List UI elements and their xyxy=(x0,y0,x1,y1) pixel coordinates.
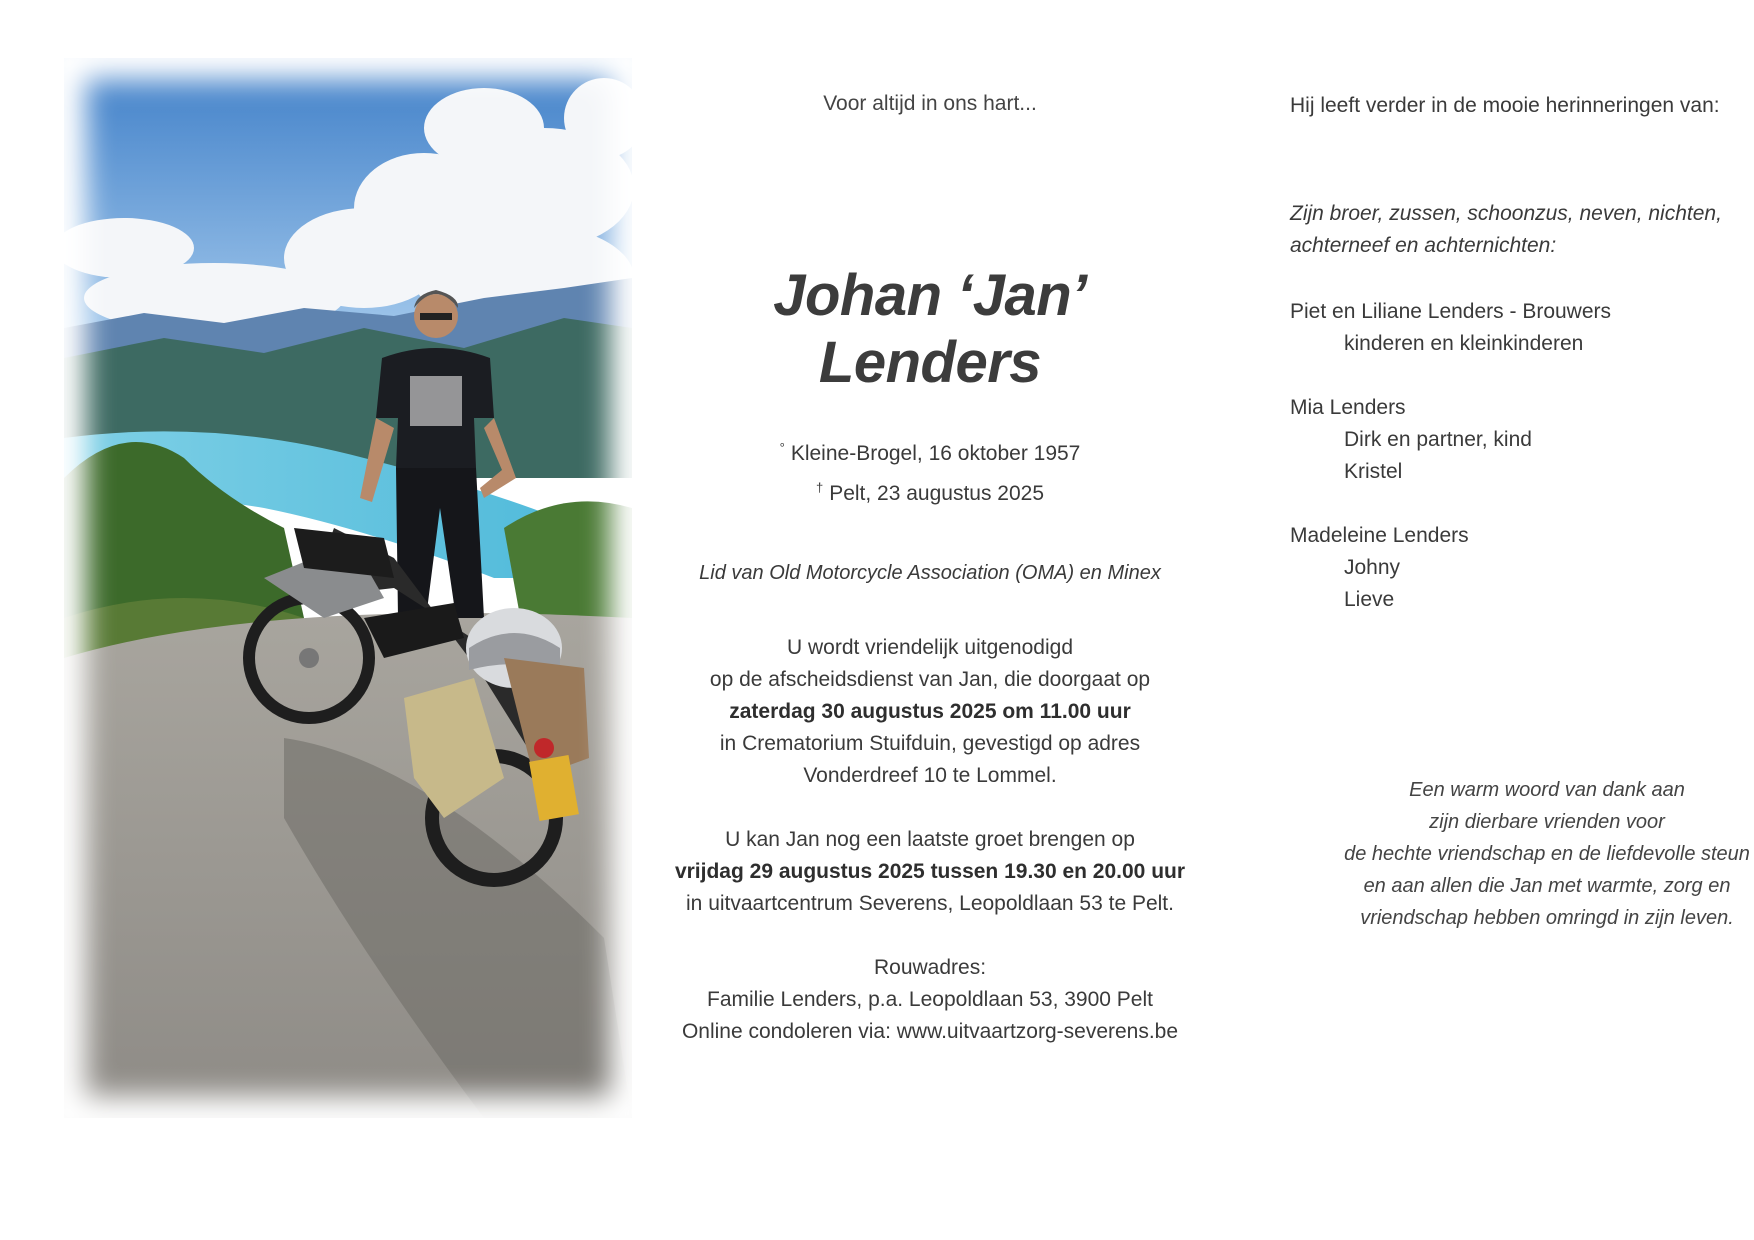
condolence-link[interactable]: Online condoleren via: www.uitvaartzorg-severens.be xyxy=(681,1020,1179,1043)
visit-line: in uitvaartcentrum Severens, Leopoldlaan 53 te Pelt. xyxy=(686,892,1174,915)
invitation-line: U wordt vriendelijk uitgenodigd xyxy=(787,636,1073,659)
visit-datetime: vrijdag 29 augustus 2025 tussen 19.30 en 20.00 uur xyxy=(674,860,1186,883)
portrait-photo xyxy=(64,58,632,1118)
family-member: Dirk en partner, kind xyxy=(1344,428,1532,451)
ceremony-datetime: zaterdag 30 augustus 2025 om 11.00 uur xyxy=(729,700,1131,723)
relations-line: Zijn broer, zussen, schoonzus, neven, nichten, xyxy=(1290,202,1722,225)
thanks-line: de hechte vriendschap en de liefdevolle steun xyxy=(1344,843,1750,865)
motorcycle-photo-illustration xyxy=(64,58,632,1118)
invitation-block xyxy=(660,632,1200,792)
family-group xyxy=(1290,392,1532,488)
family-group-head: Madeleine Lenders xyxy=(1290,524,1469,547)
death-line xyxy=(660,480,1200,506)
address-block xyxy=(660,952,1200,1048)
family-group-head: Piet en Liliane Lenders - Brouwers xyxy=(1290,300,1612,323)
family-member: Lieve xyxy=(1344,588,1395,611)
visit-block xyxy=(660,824,1200,920)
thanks-message xyxy=(1340,774,1754,934)
invitation-line: in Crematorium Stuifduin, gevestigd op adres xyxy=(719,732,1141,755)
visit-line: U kan Jan nog een laatste groet brengen op xyxy=(725,828,1135,851)
thanks-line: zijn dierbare vrienden voor xyxy=(1429,811,1665,833)
family-member: Johny xyxy=(1344,556,1401,579)
birth-line xyxy=(660,440,1200,466)
family-group xyxy=(1290,296,1611,360)
birth-text: Kleine-Brogel, 16 oktober 1957 xyxy=(790,442,1081,465)
family-member: kinderen en kleinkinderen xyxy=(1344,332,1584,355)
thanks-line: en aan allen die Jan met warmte, zorg en xyxy=(1363,875,1731,897)
family-intro: Hij leeft verder in de mooie herinneringen van: xyxy=(1290,94,1720,117)
deceased-name: Johan ‘Jan’ Lenders xyxy=(773,263,1087,395)
birth-symbol: ° xyxy=(779,440,785,455)
family-group-head: Mia Lenders xyxy=(1290,396,1406,419)
thanks-line: Een warm woord van dank aan xyxy=(1409,779,1685,801)
address-label: Rouwadres: xyxy=(873,956,987,979)
address-line: Familie Lenders, p.a. Leopoldlaan 53, 3900 Pelt xyxy=(707,988,1153,1011)
family-member: Kristel xyxy=(1344,460,1403,483)
family-group xyxy=(1290,520,1469,616)
tagline: Voor altijd in ons hart... xyxy=(823,92,1037,115)
relations-text xyxy=(1290,198,1722,262)
death-symbol: † xyxy=(815,480,824,495)
death-text: Pelt, 23 augustus 2025 xyxy=(829,482,1045,505)
relations-line: achterneef en achternichten: xyxy=(1290,234,1557,257)
thanks-line: vriendschap hebben omringd in zijn leven. xyxy=(1360,907,1734,929)
invitation-line: op de afscheidsdienst van Jan, die doorgaat op xyxy=(709,668,1151,691)
invitation-line: Vonderdreef 10 te Lommel. xyxy=(803,764,1057,787)
membership-line: Lid van Old Motorcycle Association (OMA) en Minex xyxy=(699,562,1161,584)
